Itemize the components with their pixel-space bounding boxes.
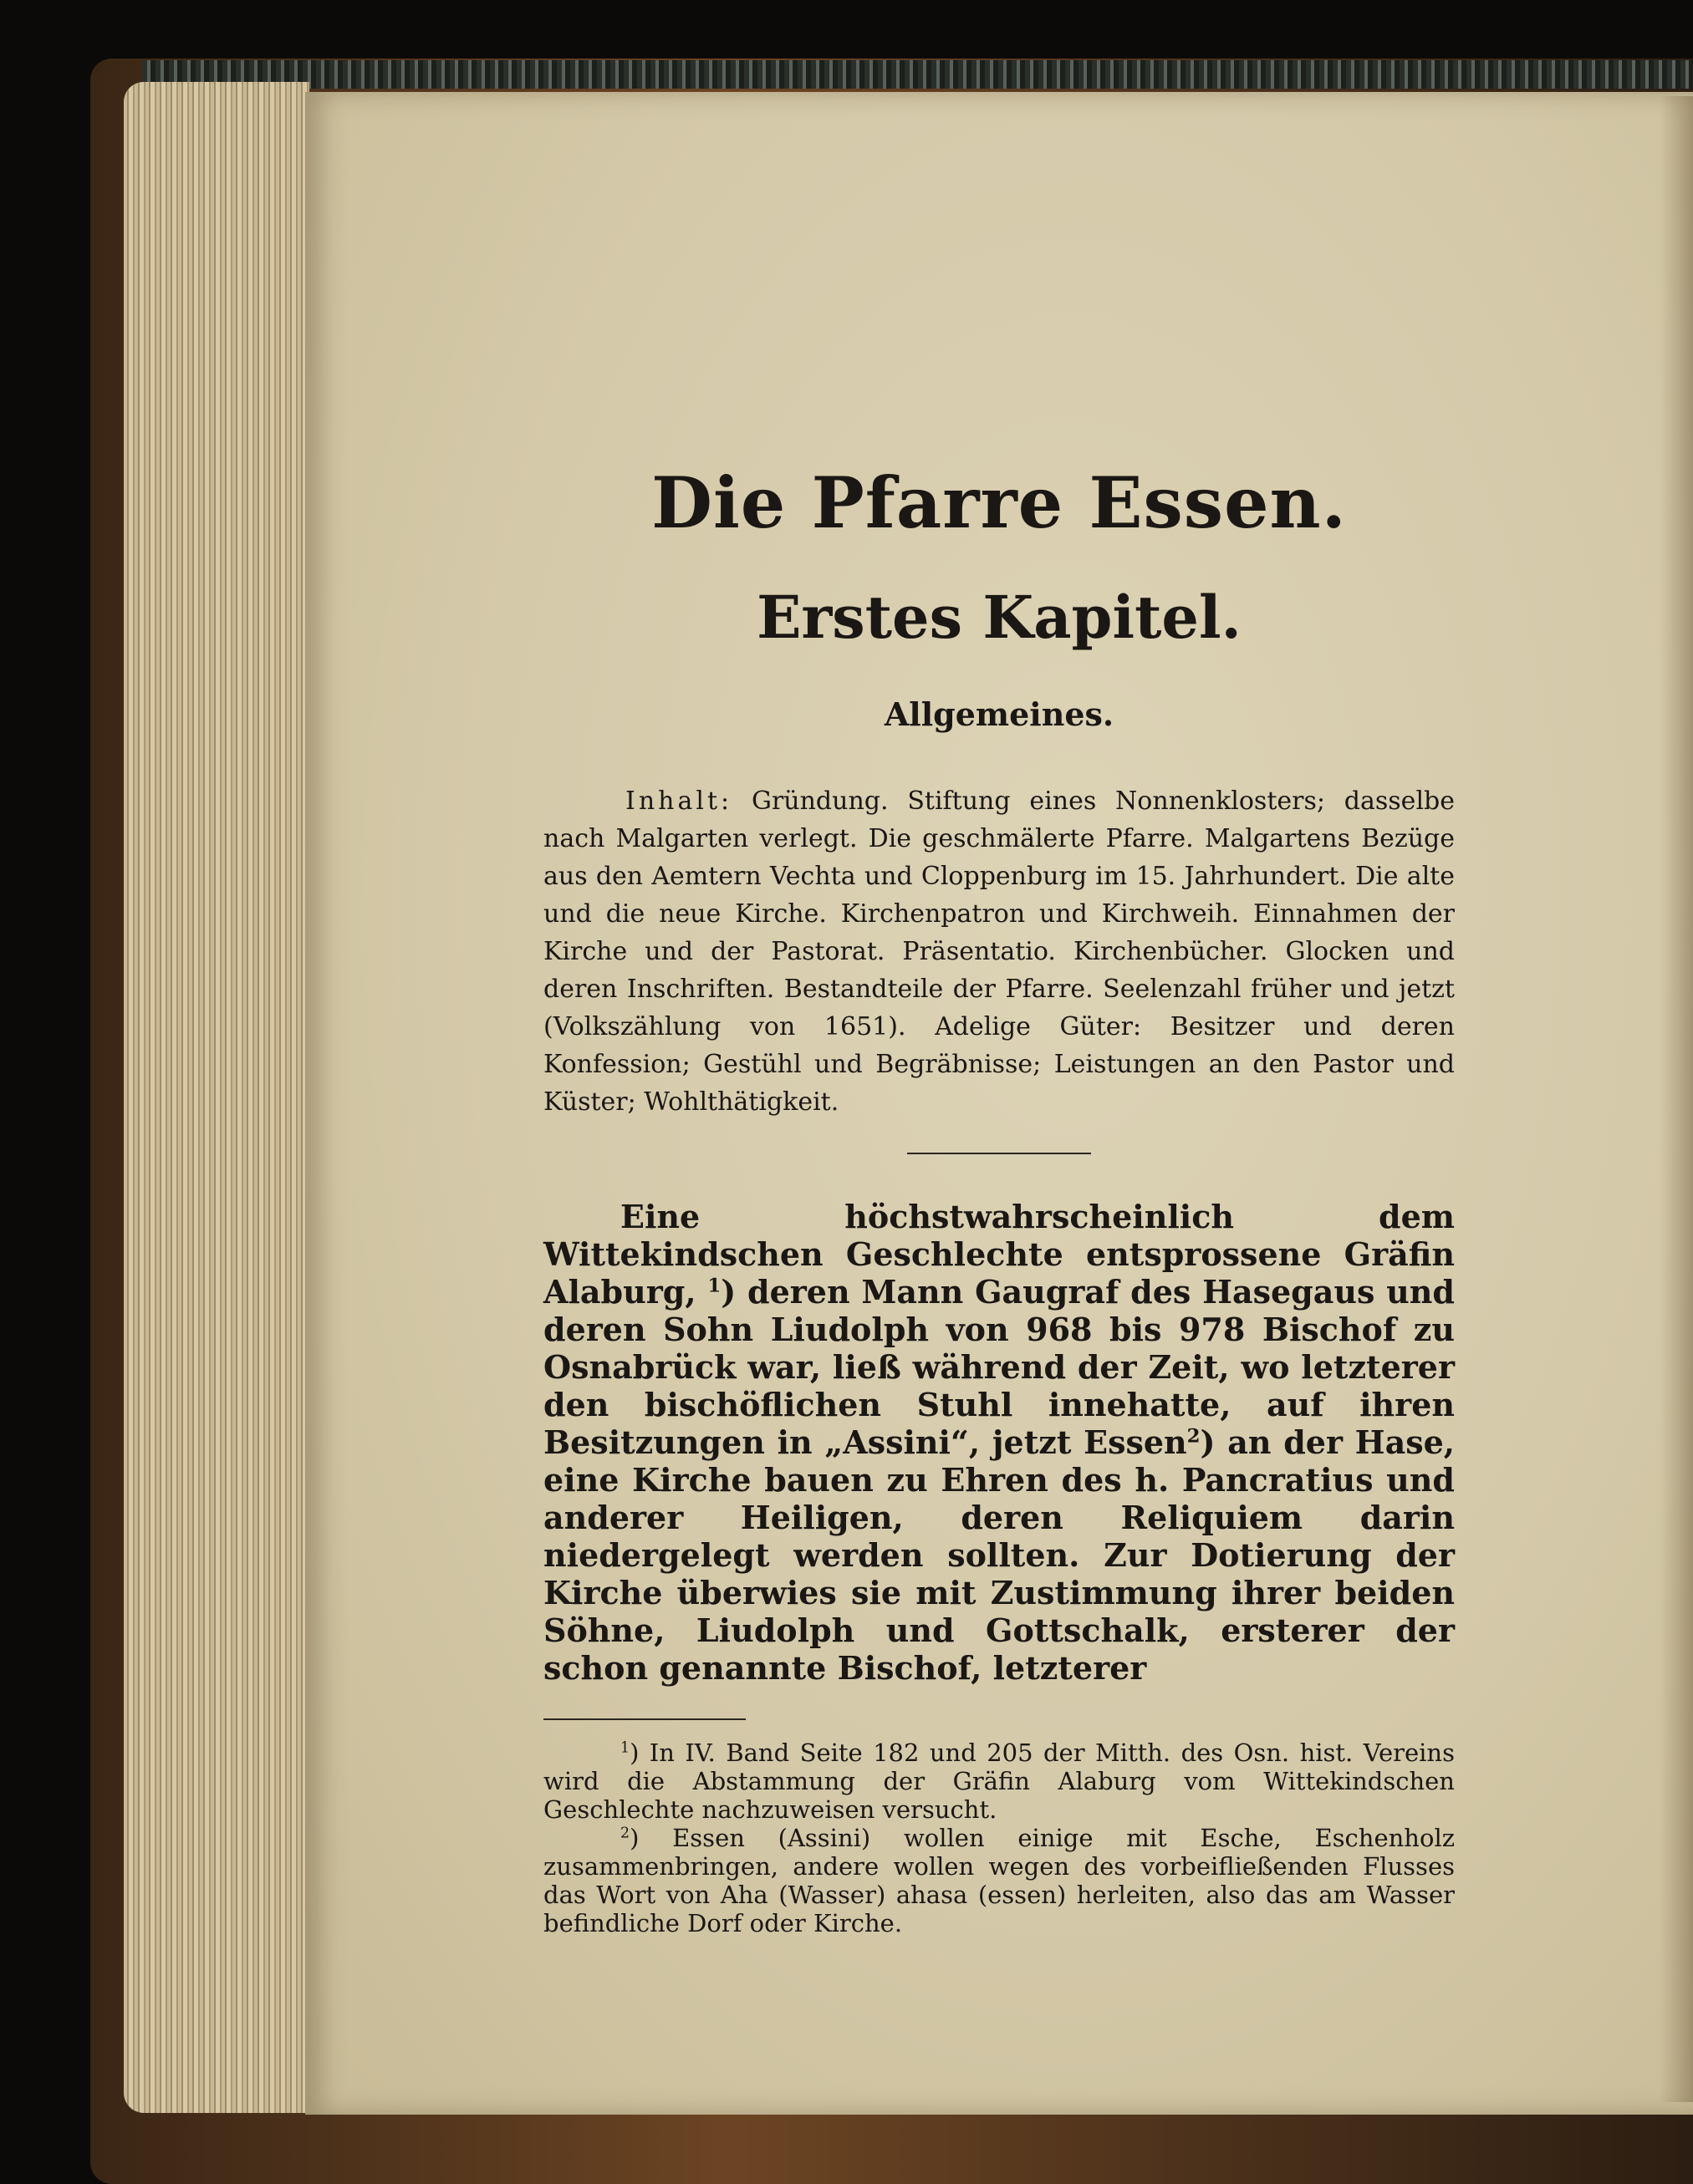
- page-title: Die Pfarre Essen.: [651, 461, 1347, 544]
- footnote-num-2: 2: [620, 1825, 630, 1842]
- section-heading: Allgemeines.: [884, 695, 1114, 733]
- page-content: [543, 461, 1455, 1937]
- chapter-summary: [543, 782, 1455, 1121]
- body-text-2: ) deren Mann Gaugraf des Hasegaus und deren Sohn Liudolph von 968 bis 978 Bischof zu Osnabrück war, ließ während der Zeit, wo letzterer den bischöflichen Stuhl innehatte, auf ihren Besitzungen in „Assini“, jetzt Essen: [543, 1273, 1455, 1461]
- footnote-num-1: 1: [620, 1739, 630, 1757]
- page-edges: [124, 82, 309, 2113]
- page-gutter: [1660, 96, 1693, 2102]
- footnote-2: [543, 1824, 1455, 1937]
- footnote-rule: [543, 1718, 746, 1720]
- footnote-ref-2: 2: [1186, 1425, 1201, 1448]
- body-paragraph: [543, 1198, 1455, 1687]
- footnote-text-2: ) Essen (Assini) wollen einige mit Esche, Eschenholz zusammenbringen, andere wollen wegen des vorbeifließenden Flusses das Wort von Aha (Wasser) ahasa (essen) herleiten, also das am Wasser befindliche Dorf oder Kirche.: [543, 1824, 1455, 1937]
- body-text-3: ) an der Hase, eine Kirche bauen zu Ehren des h. Pancratius und anderer Heiligen, deren Reliquiem darin niedergelegt werden sollten. Zur Dotierung der Kirche überwies sie mit Zustimmung ihrer beiden Söhne, Liudolph und Gottschalk, ersterer der schon genannte Bischof, letzterer: [543, 1423, 1455, 1687]
- divider-rule: [907, 1153, 1091, 1154]
- summary-text: Gründung. Stiftung eines Nonnenklosters; dasselbe nach Malgarten verlegt. Die geschmälerte Pfarre. Malgartens Bezüge aus den Aemtern Vechta und Cloppenburg im 15. Jahrhundert. Die alte und die neue Kirche. Kirchenpatron und Kirchweih. Einnahmen der Kirche und der Pastorat. Präsentatio. Kirchenbücher. Glocken und deren Inschriften. Bestandteile der Pfarre. Seelenzahl früher und jetzt (Volkszählung von 1651). Adelige Güter: Besitzer und deren Konfession; Gestühl und Begräbnisse; Leistungen an den Pastor und Küster; Wohlthätigkeit.: [543, 787, 1455, 1117]
- footnote-ref-1: 1: [707, 1275, 722, 1297]
- footnote-1: [543, 1739, 1455, 1824]
- chapter-heading: Erstes Kapitel.: [757, 583, 1242, 652]
- body-text-1: Eine höchstwahrscheinlich dem Wittekindschen Geschlechte entsprossene Gräfin Alaburg,: [543, 1198, 1455, 1311]
- book-spine-edge: [142, 60, 1693, 89]
- footnote-text-1: ) In IV. Band Seite 182 und 205 der Mitth. des Osn. hist. Vereins wird die Abstammung der Gräfin Alaburg vom Wittekindschen Geschlechte nachzuweisen versucht.: [543, 1739, 1455, 1824]
- summary-lead: Inhalt:: [625, 787, 733, 816]
